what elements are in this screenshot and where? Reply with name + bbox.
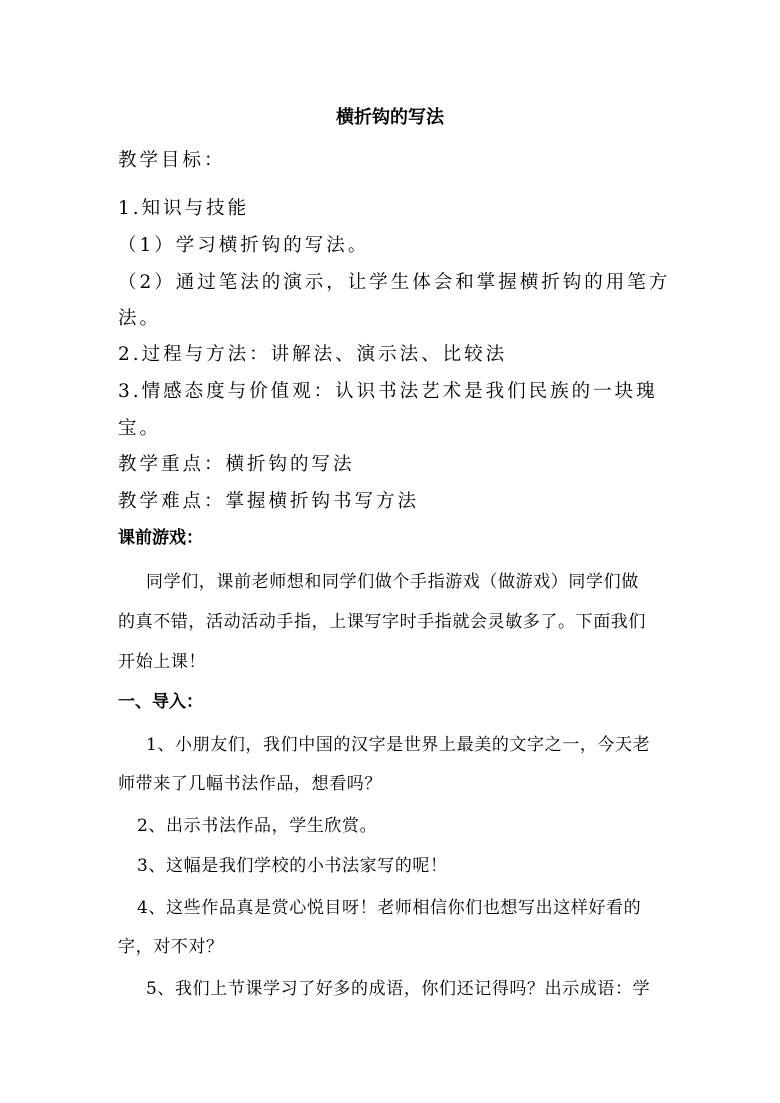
difficulty-line: 教学难点：掌握横折钩书写方法 xyxy=(118,491,420,512)
pre-class-game-heading: 课前游戏： xyxy=(118,528,203,548)
intro-item-5-line: 5、我们上节课学习了好多的成语，你们还记得吗？出示成语：学 xyxy=(146,979,651,999)
emotion-values-line-b: 宝。 xyxy=(118,418,162,439)
intro-item-4-line-a: 4、这些作品真是赏心悦目呀！老师相信你们也想写出这样好看的 xyxy=(137,898,642,918)
key-point-line: 教学重点：横折钩的写法 xyxy=(118,454,355,475)
document-title: 横折钩的写法 xyxy=(336,107,444,128)
introduction-heading: 一、导入： xyxy=(118,692,203,712)
game-paragraph-line-c: 开始上课！ xyxy=(118,652,206,672)
intro-item-2-line: 2、出示书法作品，学生欣赏。 xyxy=(137,816,378,836)
game-paragraph-line-a: 同学们，课前老师想和同学们做个手指游戏（做游戏）同学们做 xyxy=(146,572,639,592)
intro-item-1-line-b: 师带来了几幅书法作品，想看吗？ xyxy=(118,774,382,794)
intro-item-1-line-a: 1、小朋友们，我们中国的汉字是世界上最美的文字之一，今天老 xyxy=(146,735,651,755)
objective-1-line: （1）学习横折钩的写法。 xyxy=(118,235,370,256)
emotion-values-line-a: 3.情感态度与价值观：认识书法艺术是我们民族的一块瑰 xyxy=(118,381,658,402)
objective-2-line-b: 法。 xyxy=(118,308,162,329)
game-paragraph-line-b: 的真不错，活动活动手指，上课写字时手指就会灵敏多了。下面我们 xyxy=(118,612,646,632)
knowledge-skills-line: 1.知识与技能 xyxy=(118,198,250,219)
objective-2-line-a: （2）通过笔法的演示，让学生体会和掌握横折钩的用笔方 xyxy=(118,272,671,293)
process-method-line: 2.过程与方法：讲解法、演示法、比较法 xyxy=(118,344,508,365)
intro-item-4-line-b: 字，对不对？ xyxy=(118,937,224,957)
intro-item-3-line: 3、这幅是我们学校的小书法家写的呢！ xyxy=(137,856,448,876)
objectives-heading: 教学目标： xyxy=(118,150,226,171)
